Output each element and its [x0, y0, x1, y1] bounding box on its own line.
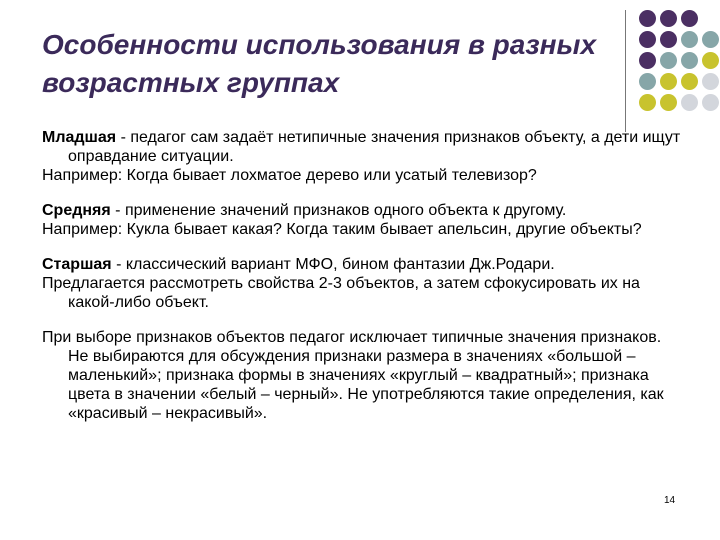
dot-yellow [660, 94, 677, 111]
dot-light [702, 94, 719, 111]
middle-group-heading: Средняя [42, 202, 111, 219]
dot-purple [660, 31, 677, 48]
dot-purple [660, 10, 677, 27]
decorative-dot-grid [633, 10, 718, 120]
decorative-divider-line [625, 10, 626, 132]
middle-group-description [42, 201, 682, 220]
dot-light [702, 73, 719, 90]
senior-group-example: Предлагается рассмотреть свойства 2-3 объектов, а затем сфокусировать их на какой-либо объект. [42, 275, 640, 311]
senior-group-description [42, 255, 682, 274]
dot-light [681, 94, 698, 111]
junior-group-description [42, 128, 682, 166]
dot-purple [639, 10, 656, 27]
dot-yellow [681, 73, 698, 90]
dot-purple [639, 52, 656, 69]
middle-group-example: Например: Кукла бывает какая? Когда таким бывает апельсин, другие объекты? [42, 221, 642, 238]
dot-yellow [660, 73, 677, 90]
dot-gray [702, 31, 719, 48]
junior-group-example: Например: Когда бывает лохматое дерево или усатый телевизор? [42, 167, 537, 184]
page-number: 14 [664, 495, 676, 506]
dot-purple [639, 31, 656, 48]
dot-purple [681, 10, 698, 27]
middle-group-text: - применение значений признаков одного объекта к другому. [110, 202, 567, 219]
slide-title: Особенности использования в разных возрастных группах [42, 29, 597, 98]
dot-yellow [639, 94, 656, 111]
dot-gray [681, 52, 698, 69]
junior-group-text: - педагог сам задаёт нетипичные значения признаков объекту, а дети ищут оправдание ситуации. [68, 129, 681, 165]
senior-group-heading: Старшая [42, 256, 112, 273]
dot-yellow [702, 52, 719, 69]
slide-body [42, 128, 682, 423]
junior-group-heading: Младшая [42, 129, 117, 146]
dot-gray [660, 52, 677, 69]
dot-gray [639, 73, 656, 90]
attribute-selection-note: При выборе признаков объектов педагог исключает типичные значения признаков. Не выбираются для обсуждения признаки размера в значениях «большой – маленький»; признака формы в значениях «круглый – квадратный»; признака цвета в значении «белый – черный». Не употребляются такие определения, как «красивый – некрасивый». [42, 329, 664, 422]
senior-group-text: - классический вариант МФО, бином фантазии Дж.Родари. [111, 256, 555, 273]
dot-gray [681, 31, 698, 48]
